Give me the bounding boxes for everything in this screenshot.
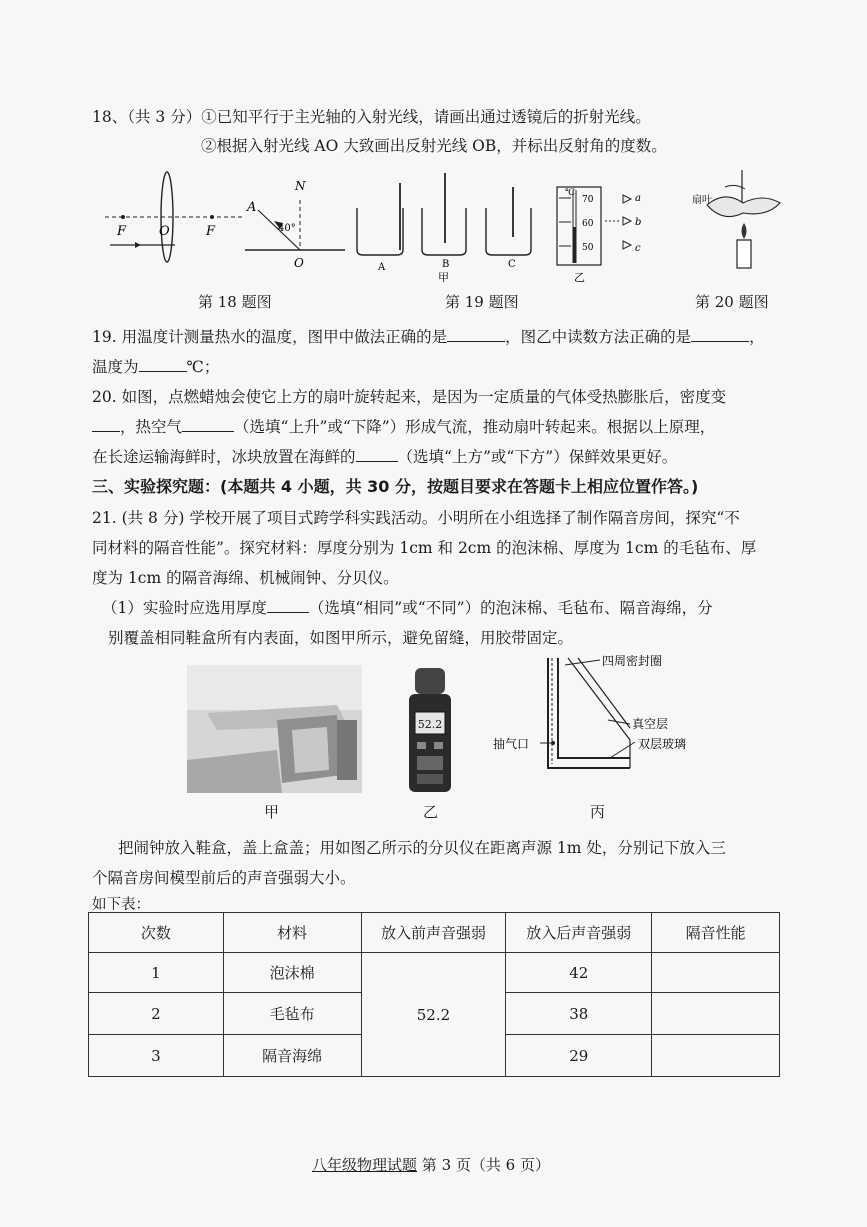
fig-bing-caption: 丙 <box>590 803 606 821</box>
q19-text3: ， <box>749 328 765 346</box>
q20-text-2b: （选填“上升”或“下降”）形成气流，推动扇叶转起来。根据以上原理， <box>234 418 716 436</box>
q20-blank-3 <box>356 447 398 462</box>
ray-a-label: A <box>247 200 257 215</box>
q19-text5: ℃； <box>186 358 220 376</box>
results-table <box>88 912 780 1077</box>
q21-line-3: 度为 1cm 的隔音海绵、机械闹钟、分贝仪。 <box>92 569 399 587</box>
q19-blank-1 <box>447 327 505 342</box>
q21-para-2: 个隔音房间模型前后的声音强弱大小。 <box>92 869 356 887</box>
thermo-tick-60: 60 <box>582 219 594 229</box>
thermo-unit: ℃ <box>565 188 576 198</box>
row-number: 3 <box>89 1035 224 1077</box>
seal-label: 四周密封圈 <box>602 654 663 668</box>
q21-para-3: 如下表： <box>92 897 150 913</box>
q20-text-3b: （选填“上方”或“下方”）保鲜效果更好。 <box>397 448 678 466</box>
fig-jia-caption: 甲 <box>264 803 280 821</box>
q19-text1: 19. 用温度计测量热水的温度，图甲中做法正确的是 <box>92 328 448 346</box>
header-after: 放入后声音强弱 <box>506 913 652 953</box>
q21-line-2: 同材料的隔音性能”。探究材料：厚度分别为 1cm 和 2cm 的泡沫棉、厚度为 1cm 的毛毡布、厚 <box>92 539 757 557</box>
q20-line-1: 20. 如图，点燃蜡烛会使它上方的扇叶旋转起来，是因为一定质量的气体受热膨胀后，密度变 <box>92 388 727 406</box>
row-after: 38 <box>506 993 652 1035</box>
header-material: 材料 <box>223 913 361 953</box>
meter-display: 52.2 <box>417 718 443 731</box>
vacuum-label: 真空层 <box>632 717 669 731</box>
footer-title: 八年级物理试题 <box>312 1156 418 1174</box>
beaker-b-label: B <box>442 259 450 270</box>
page-footer <box>312 1154 550 1175</box>
section-3-heading: 三、实验探究题：(本题共 4 小题，共 30 分，按题目要求在答题卡上相应位置作答。) <box>92 477 699 496</box>
header-trial: 次数 <box>89 913 224 953</box>
q19-text4: 温度为 <box>92 358 139 376</box>
header-before: 放入前声音强弱 <box>361 913 506 953</box>
q18-part2: ②根据入射光线 AO 大致画出反射光线 OB，并标出反射角的度数。 <box>201 137 667 155</box>
thermometer-diagram <box>557 187 641 284</box>
caption-20: 第 20 题图 <box>695 293 769 311</box>
caption-19: 第 19 题图 <box>445 293 519 311</box>
q20-text-3a: 在长途运输海鲜时，冰块放置在海鲜的 <box>92 448 356 466</box>
focus-right-label: F <box>206 224 216 239</box>
footer-page: 第 3 页（共 6 页） <box>421 1156 550 1174</box>
figures-row <box>95 165 795 290</box>
row-insulation <box>652 953 780 993</box>
double-glass-diagram <box>480 650 740 800</box>
row-material: 泡沫棉 <box>223 953 361 993</box>
q18-part1: ①已知平行于主光轴的入射光线，请画出通过透镜后的折射光线。 <box>201 108 651 126</box>
row-number: 1 <box>89 953 224 993</box>
eye-a-label: a <box>635 193 641 204</box>
before-value: 52.2 <box>361 953 506 1077</box>
eye-c-label: c <box>635 243 641 254</box>
q21-s1b: （选填“相同”或“不同”）的泡沫棉、毛毡布、隔音海绵，分 <box>308 599 713 617</box>
row-number: 2 <box>89 993 224 1035</box>
decibel-meter <box>405 668 455 793</box>
header-insulation: 隔音性能 <box>652 913 780 953</box>
fig-jia-label: 甲 <box>438 271 449 284</box>
fig-yi-label: 乙 <box>574 271 585 284</box>
normal-n-label: N <box>295 179 306 193</box>
candle-fan-diagram <box>692 170 780 268</box>
beakers-diagram <box>357 173 531 284</box>
q19-line-1 <box>92 325 765 347</box>
q21-sub1-line-1 <box>102 596 713 618</box>
q21-s1a: （1）实验时应选用厚度 <box>102 599 267 617</box>
q20-line-3 <box>92 445 677 467</box>
mirror-diagram <box>245 179 345 270</box>
q18-line-1 <box>92 105 651 127</box>
q20-text-2a: ，热空气 <box>120 418 183 436</box>
q19-blank-2 <box>691 327 749 342</box>
eye-b-label: b <box>635 217 642 228</box>
beaker-c-label: C <box>508 259 516 270</box>
q21-sub1-line-2: 别覆盖相同鞋盒所有内表面，如图甲所示，避免留缝，用胶带固定。 <box>108 629 574 647</box>
shoebox-photo <box>187 665 362 793</box>
focus-left-label: F <box>117 224 127 239</box>
beaker-a-label: A <box>378 262 386 273</box>
thermo-tick-50: 50 <box>582 243 594 253</box>
q19-blank-3 <box>139 357 187 372</box>
q21-line-1: 21. (共 8 分) 学校开展了项目式跨学科实践活动。小明所在小组选择了制作隔音房间，探究“不 <box>92 509 740 527</box>
q21-blank-1 <box>267 598 309 613</box>
row-after: 42 <box>506 953 652 993</box>
vent-label: 抽气口 <box>493 737 530 751</box>
row-material: 隔音海绵 <box>223 1035 361 1077</box>
q20-line-2 <box>92 415 715 437</box>
lens-diagram <box>105 172 245 262</box>
fan-label: 扇叶 <box>692 195 712 206</box>
caption-18: 第 18 题图 <box>198 293 272 311</box>
q21-para-1: 把闹钟放入鞋盒，盖上盒盖；用如图乙所示的分贝仪在距离声源 1m 处，分别记下放入三 <box>118 839 726 857</box>
row-insulation <box>652 993 780 1035</box>
mirror-o-label: O <box>294 256 304 270</box>
fig-yi-caption: 乙 <box>423 803 439 821</box>
row-material: 毛毡布 <box>223 993 361 1035</box>
q18-number: 18、 <box>92 108 128 126</box>
q20-blank-1 <box>92 417 120 432</box>
glass-label: 双层玻璃 <box>638 737 687 751</box>
table-row <box>89 953 780 993</box>
q19-line-2 <box>92 355 219 377</box>
table-header-row <box>89 913 780 953</box>
q18-score: （共 3 分） <box>127 108 202 126</box>
q19-text2: ，图乙中读数方法正确的是 <box>505 328 692 346</box>
q20-blank-2 <box>182 417 234 432</box>
lens-center-label: O <box>159 224 170 239</box>
thermo-tick-70: 70 <box>582 195 594 205</box>
row-insulation <box>652 1035 780 1077</box>
row-after: 29 <box>506 1035 652 1077</box>
angle-label: 40° <box>278 223 296 234</box>
